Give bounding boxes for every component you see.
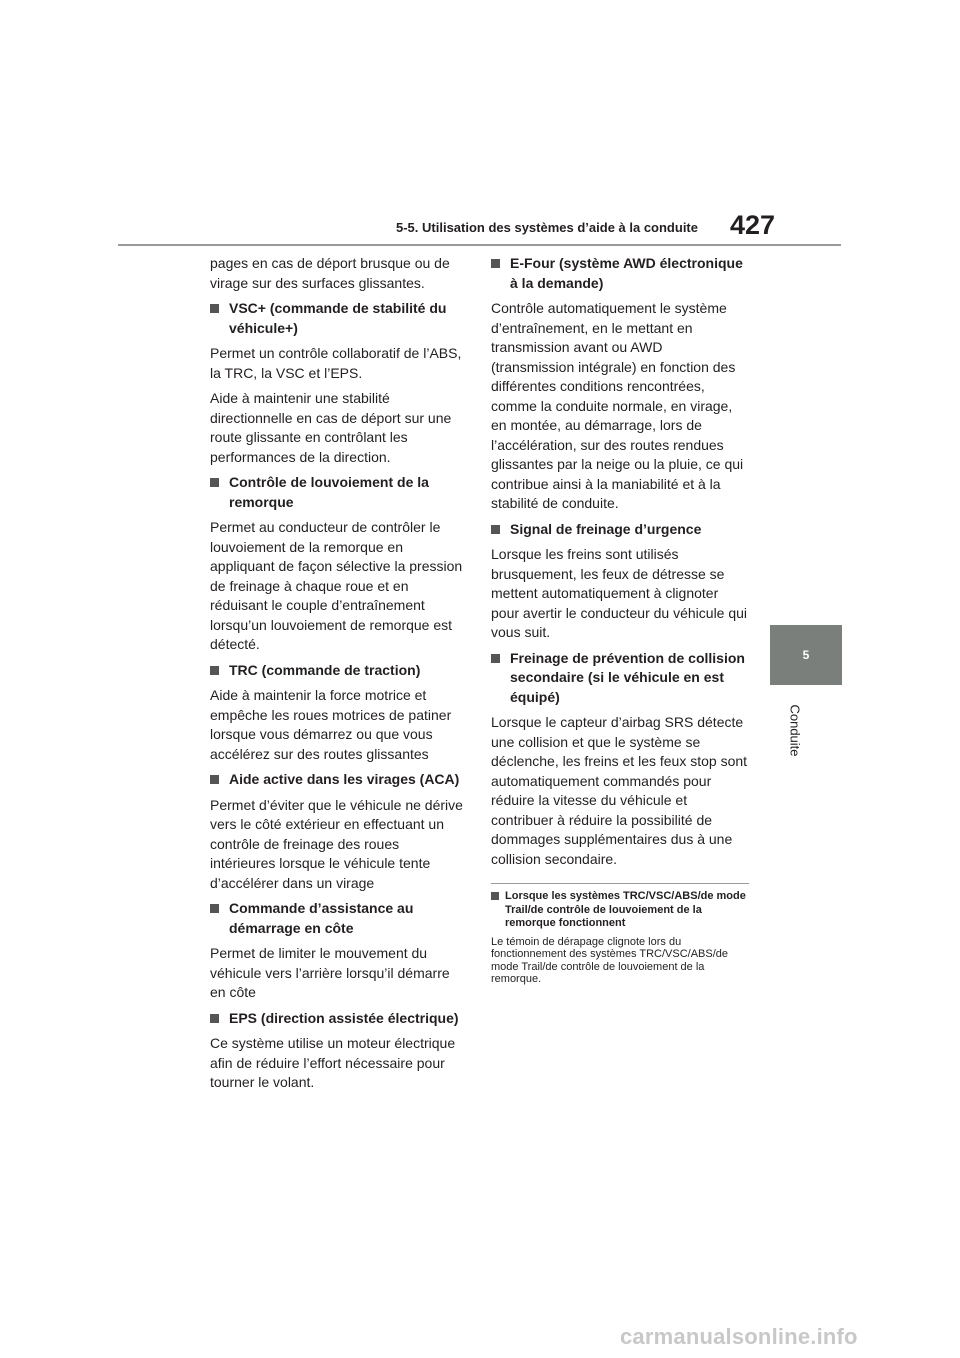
vsc-paragraph-2: Aide à maintenir une stabilité directionnelle en cas de déport sur une route glissante en contrôlant les performances de la direction.: [210, 390, 452, 465]
square-bullet-icon: [210, 478, 219, 487]
trailer-sway-paragraph: Permet au conducteur de contrôler le louvoiement de la remorque en appliquant de façon sélective la pression de freinage à chaque roue et en réduisant le couple d’entraînement lorsqu’un louvoiement de remorque est détecté.: [210, 519, 463, 652]
trc-heading: [210, 661, 466, 681]
note-heading-text: Lorsque les systèmes TRC/VSC/ABS/de mode Trail/de contrôle de louvoiement de la remorque fonctionnent: [505, 890, 746, 929]
secondary-collision-paragraph: Lorsque le capteur d’airbag SRS détecte une collision et que le système se déclenche, les freins et les feux stop sont automatiquement commandés pour réduire la vitesse du véhicule et contribuer à réduire la possibilité de dommages supplémentaires dus à une collision secondaire.: [491, 714, 748, 867]
note-body: Le témoin de dérapage clignote lors du fonctionnement des systèmes TRC/VSC/ABS/de mode Trail/de contrôle de louvoiement de la remorque.: [491, 935, 729, 985]
hill-start-heading: [210, 899, 466, 938]
emergency-signal-heading-text: Signal de freinage d’urgence: [510, 520, 702, 537]
square-bullet-icon: [210, 775, 219, 784]
emergency-signal-paragraph: Lorsque les freins sont utilisés brusquement, les feux de détresse se mettent automatiquement à clignoter pour avertir le conducteur du véhicule qui vous suit.: [491, 546, 748, 640]
note-divider: [491, 883, 749, 884]
efour-paragraph: Contrôle automatiquement le système d’entraînement, en le mettant en transmission avant ou AWD (transmission intégrale) en fonction des différentes conditions rencontrées, comme la conduite normale, en virage, en montée, au démarrage, lors de l’accélération, sur des routes rendues glissantes par la neige ou la pluie, ce qui contribue ainsi à la maniabilité et à la stabilité de conduite.: [491, 300, 744, 511]
intro-text: pages en cas de déport brusque ou de virage sur des surfaces glissantes.: [210, 255, 450, 291]
square-bullet-icon: [491, 259, 500, 268]
chapter-tab: [770, 625, 842, 685]
chapter-label-text: Conduite: [787, 703, 803, 757]
header-divider: [118, 244, 841, 246]
efour-heading-text: E-Four (système AWD électronique à la demande): [510, 255, 743, 291]
square-bullet-icon: [491, 892, 499, 900]
square-bullet-icon: [210, 304, 219, 313]
eps-paragraph: Ce système utilise un moteur électrique afin de réduire l’effort nécessaire pour tourner le volant.: [210, 1035, 456, 1090]
trailer-sway-heading: [210, 473, 466, 512]
chapter-number: 5: [802, 648, 810, 662]
section-title: 5-5. Utilisation des systèmes d’aide à la conduite: [396, 220, 698, 235]
efour-heading: [491, 254, 749, 293]
secondary-collision-heading: [491, 649, 749, 708]
chapter-label: [785, 690, 805, 770]
trailer-sway-heading-text: Contrôle de louvoiement de la remorque: [229, 474, 429, 510]
trc-paragraph: Aide à maintenir la force motrice et empêche les roues motrices de patiner lorsque vous démarrez ou que vous accélérez sur des routes glissantes: [210, 687, 452, 762]
square-bullet-icon: [210, 904, 219, 913]
secondary-collision-heading-text: Freinage de prévention de collision secondaire (si le véhicule en est équipé): [510, 649, 745, 705]
page-number: 427: [730, 210, 776, 240]
eps-heading-text: EPS (direction assistée électrique): [229, 1009, 459, 1026]
square-bullet-icon: [491, 525, 500, 534]
square-bullet-icon: [210, 1014, 219, 1023]
vsc-paragraph-1: Permet un contrôle collaboratif de l’ABS, la TRC, la VSC et l’EPS.: [210, 345, 462, 381]
hill-start-paragraph: Permet de limiter le mouvement du véhicule vers l’arrière lorsqu’il démarre en côte: [210, 945, 450, 1000]
trc-heading-text: TRC (commande de traction): [229, 661, 421, 678]
vsc-heading: [210, 299, 466, 338]
note-heading: [491, 890, 749, 931]
watermark: carmanualsonline.info: [620, 1324, 858, 1349]
aca-paragraph: Permet d’éviter que le véhicule ne dérive vers le côté extérieur en effectuant un contrôle de freinage des roues intérieures lorsque le véhicule tente d’accélérer dans un virage: [210, 796, 463, 891]
right-column: [491, 254, 749, 986]
vsc-heading-text: VSC+ (commande de stabilité du véhicule+): [229, 300, 447, 336]
aca-heading-text: Aide active dans les virages (ACA): [229, 771, 460, 787]
left-column: [210, 254, 466, 1099]
aca-heading: [210, 770, 466, 790]
emergency-signal-heading: [491, 520, 749, 540]
hill-start-heading-text: Commande d’assistance au démarrage en côte: [229, 900, 414, 936]
square-bullet-icon: [491, 654, 500, 663]
eps-heading: [210, 1009, 466, 1029]
square-bullet-icon: [210, 666, 219, 675]
